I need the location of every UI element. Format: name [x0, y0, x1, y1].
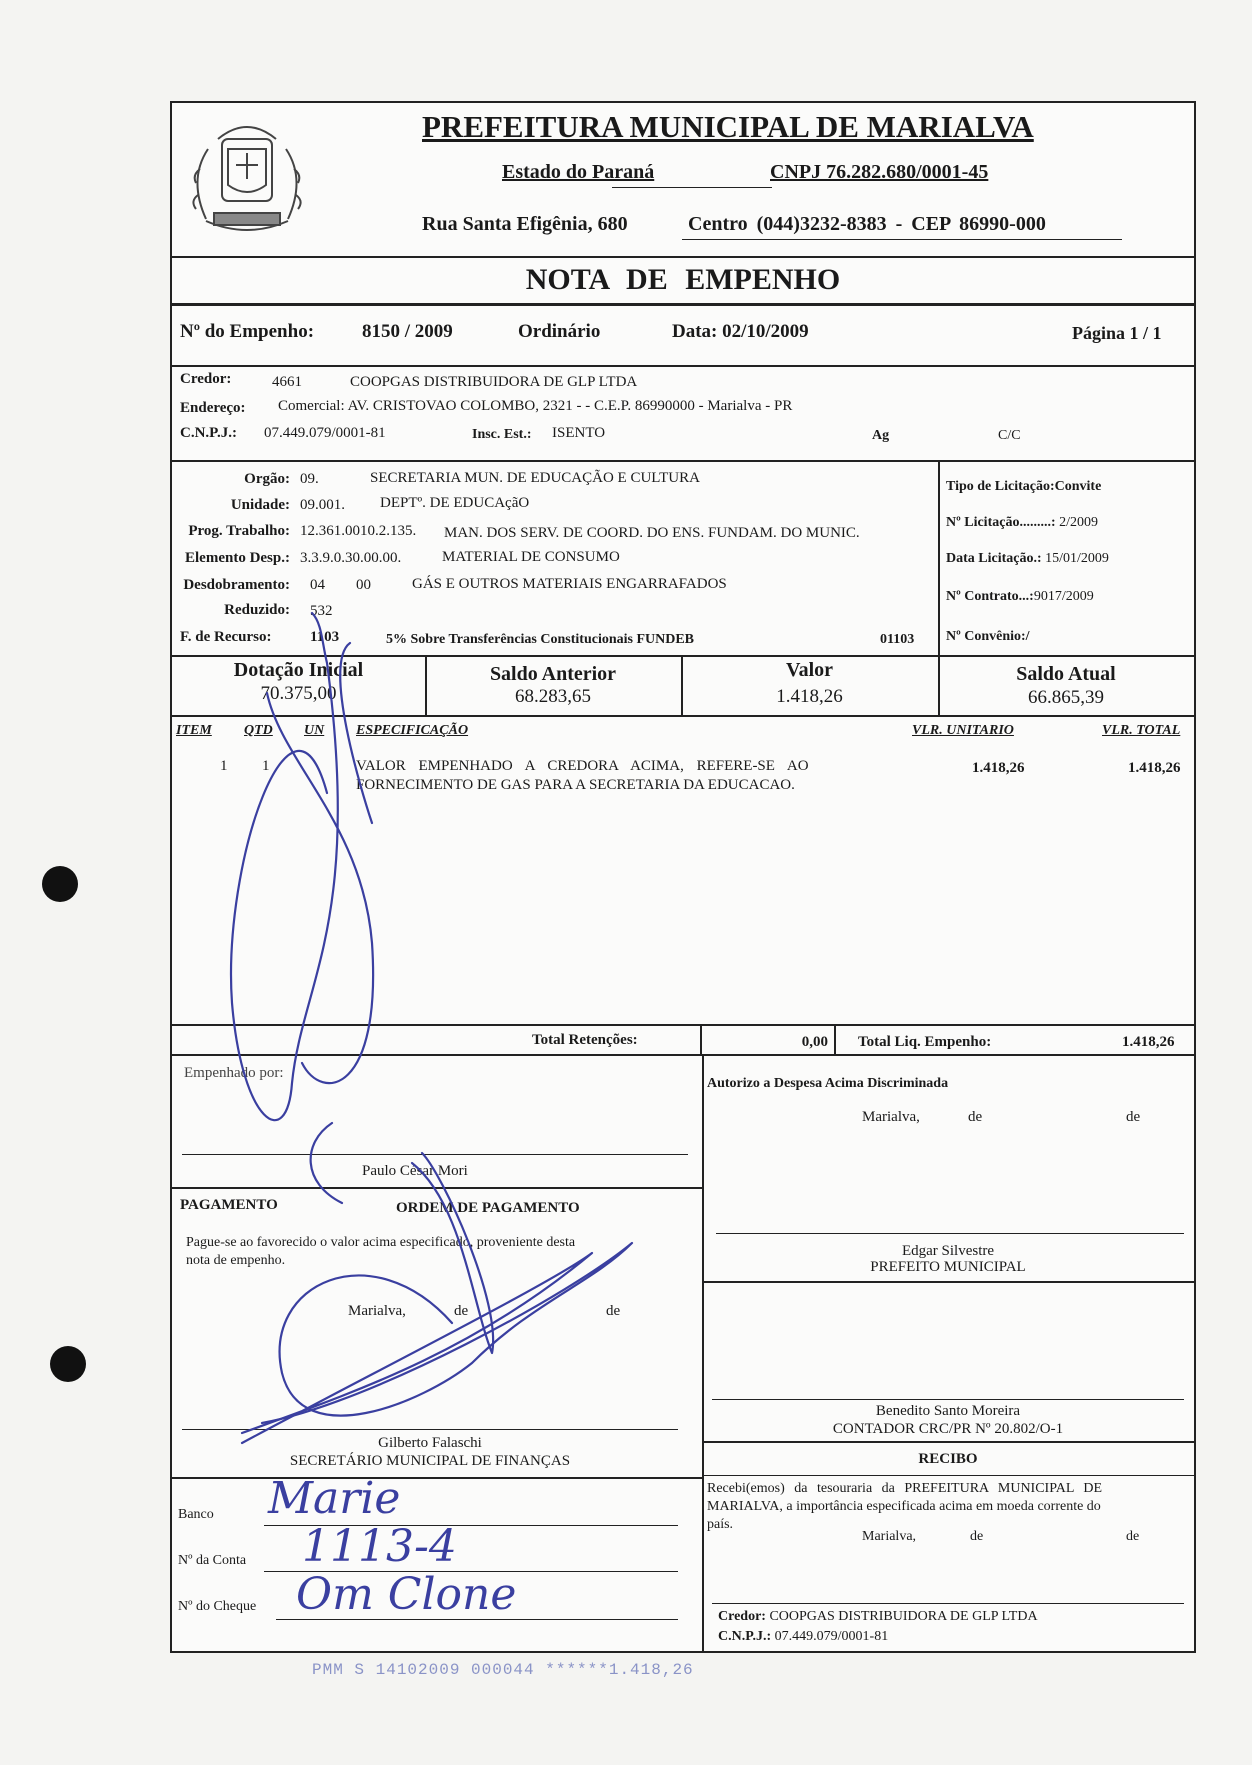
col-vlr-total: VLR. TOTAL	[1102, 723, 1181, 738]
conta-handwritten: 1113-4	[302, 1521, 457, 1572]
secretario-name: Gilberto Falaschi	[378, 1435, 482, 1451]
item-total-value: 1.418,26	[1128, 760, 1181, 776]
contador-title: CONTADOR CRC/PR Nº 20.802/O-1	[832, 1421, 1064, 1437]
conta-label: Nº da Conta	[178, 1553, 247, 1568]
page-number: Página 1 / 1	[1072, 323, 1162, 343]
valor-value: 1.418,26	[776, 686, 843, 707]
ag-label: Ag	[872, 428, 890, 443]
numero-convenio: Nº Convênio:/	[946, 629, 1030, 644]
saldo-anterior-value: 68.283,65	[515, 686, 591, 707]
unidade-name: DEPTº. DE EDUCAçãO	[380, 495, 530, 511]
pagamento-label: PAGAMENTO	[180, 1197, 278, 1213]
empenho-label: Nº do Empenho:	[180, 321, 315, 342]
col-un: UN	[304, 723, 325, 738]
cnpj-field-label: C.N.P.J.:	[180, 425, 237, 441]
secretario-title: SECRETÁRIO MUNICIPAL DE FINANÇAS	[289, 1453, 571, 1469]
district-phone-cep: Centro (044)3232-8383 - CEP 86990-000	[688, 213, 1046, 235]
orgao-name: SECRETARIA MUN. DE EDUCAÇÃO E CULTURA	[370, 470, 700, 486]
programa-name: MAN. DOS SERV. DE COORD. DO ENS. FUNDAM. DO MUNIC.	[444, 525, 860, 541]
saldo-atual-value: 66.865,39	[1028, 687, 1104, 708]
desdobramento-name: GÁS E OUTROS MATERIAIS ENGARRAFADOS	[412, 576, 727, 592]
credor-cnpj: 07.449.079/0001-81	[264, 425, 386, 441]
prefeito-title: PREFEITO MUNICIPAL	[870, 1259, 1026, 1275]
tipo-licitacao: Tipo de Licitação:Convite	[946, 479, 1102, 494]
recibo-label: RECIBO	[918, 1451, 978, 1467]
credor-label: Credor:	[180, 371, 232, 387]
page-title: PREFEITURA MUNICIPAL DE MARIALVA	[422, 109, 1034, 144]
item-unit-value: 1.418,26	[972, 760, 1025, 776]
numero-contrato: Nº Contrato...:9017/2009	[946, 589, 1094, 604]
autorizo-label: Autorizo a Despesa Acima Discriminada	[707, 1076, 949, 1091]
cc-label: C/C	[998, 428, 1021, 443]
empenho-date: Data: 02/10/2009	[672, 321, 809, 342]
retencoes-value: 0,00	[801, 1034, 828, 1050]
credor-address: Comercial: AV. CRISTOVAO COLOMBO, 2321 - - C.E.P. 86990000 - Marialva - PR	[278, 398, 793, 414]
col-item: ITEM	[176, 723, 212, 738]
nota-de-empenho: PREFEITURA MUNICIPAL DE MARIALVA Estado do Paraná CNPJ 76.282.680/0001-45 Rua Santa Efigênia, 680 Centro (044)3232-8383 - CEP 86990-000 NOTA DE EMPENHO Nº do Empenho: 8150 / 2009 Ordinário Data: 02/10/2009 Página 1 / 1 Credor: 4661 COOPGAS DISTRIBUIDORA DE GLP LTDA Endereço: Comercial: AV. CRISTOVAO COLOMBO, 2321 - - C.E.P. 86990000 - Marialva - PR C.N.P.J.: 07.449.079/0001-81 Insc. Est.: ISENTO Ag C/C Orgão: 09. SECRETARIA MUN. DE EDUCAÇÃO E CULTURA Unidade: 09.001. DEPTº. DE EDUCAçãO Prog. Trabalho: 12.361.0010.2.135. MAN. DOS SERV. DE COORD. DO ENS. FUNDAM. DO MUNIC. Elemento Desp.: 3.3.9.0.30.00.00. MATERIAL DE CONSUMO Desdobramento: 04 00 GÁS E OUTROS MATERIAIS ENGARRAFADOS Reduzido: 532 F. de Recurso: 1103 5% Sobre Transferências Constitucionais FUNDEB 01103 Tipo de Licitação:Convite Nº Licitação.........: 2/2009 Data Licitação.: 15/01/2009 Nº Contrato...:9017/2009 Nº Convênio:/ Dotação Inicial 70.375,00 Saldo Anterior 68.283,65 Valor 1.418,26 Saldo Atual 66.865,39 ITEM QTD UN ESPECIFICAÇÃO VLR. UNITARIO VLR. TOTAL 1 1 VALOR EMPENHADO A CREDORA ACIMA, REFERE-SE AO FORNECIMENTO DE GAS PARA A SECRETARIA DA EDUCACAO. 1.418,26 1.418,26 Total Retenções: 0,00 Total Liq. Empenho: 1.418,26 Empenhado por: Paulo César Mori Autorizo a Despesa Acima Discriminada Marialva, de de Edgar Silvestre PREFEITO MUNICIPAL PAGAMENTO ORDEM DE PAGAMENTO Pague-se ao favorecido o valor acima especificado, proveniente desta nota de empenho. Marialva, de de Gilberto Falaschi SECRETÁRIO MUNICIPAL DE FINANÇAS Benedito Santo Moreira CONTADOR CRC/PR Nº 20.802/O-1 RECIBO Recebi(emos) da tesouraria da PREFEITURA MUNICIPAL DE MARIALVA, a importância especificada acima em moeda corrente do país. Marialva, de de Credor: COOPGAS DISTRIBUIDORA DE GLP LTDA C.N.P.J.: 07.449.079/0001-81 Banco Marie Nº da Conta 1113-4 Nº do Cheque Om Clone	[170, 101, 1196, 1653]
dotacao-value: 70.375,00	[260, 683, 337, 704]
col-qtd: QTD	[244, 723, 273, 738]
cheque-label: Nº do Cheque	[178, 1599, 257, 1614]
prefeito-name: Edgar Silvestre	[901, 1243, 995, 1259]
item-spec-line-2: FORNECIMENTO DE GAS PARA A SECRETARIA DA EDUCACAO.	[356, 777, 795, 793]
elemento-name: MATERIAL DE CONSUMO	[442, 549, 620, 565]
signature-scribble	[172, 103, 1194, 1651]
punch-hole-top	[42, 866, 78, 902]
item-spec-line-1: VALOR EMPENHADO A CREDORA ACIMA, REFERE-SE AO	[356, 758, 809, 774]
credor-code: 4661	[272, 374, 302, 390]
recibo-credor: Credor: COOPGAS DISTRIBUIDORA DE GLP LTDA	[718, 1609, 1038, 1624]
cnpj-label: CNPJ 76.282.680/0001-45	[770, 161, 989, 183]
mechanical-stamp: PMM S 14102009 000044 ******1.418,26	[312, 1661, 694, 1679]
banco-label: Banco	[178, 1507, 214, 1522]
insc-label: Insc. Est.:	[472, 427, 532, 442]
document-title: NOTA DE EMPENHO	[525, 263, 841, 296]
cheque-handwritten: Om Clone	[296, 1569, 517, 1620]
numero-licitacao: Nº Licitação.........: 2/2009	[946, 515, 1098, 530]
credor-name: COOPGAS DISTRIBUIDORA DE GLP LTDA	[350, 374, 638, 390]
contador-name: Benedito Santo Moreira	[875, 1403, 1021, 1419]
liquido-value: 1.418,26	[1122, 1034, 1175, 1050]
recurso-name: 5% Sobre Transferências Constitucionais FUNDEB	[386, 632, 695, 647]
punch-hole-bottom	[50, 1346, 86, 1382]
ordem-pagamento: ORDEM DE PAGAMENTO	[396, 1200, 580, 1216]
banco-handwritten: Marie	[268, 1473, 401, 1524]
recibo-cnpj: C.N.P.J.: 07.449.079/0001-81	[718, 1629, 889, 1644]
endereco-label: Endereço:	[180, 400, 246, 416]
col-especificacao: ESPECIFICAÇÃO	[356, 723, 469, 738]
empenhado-name: Paulo César Mori	[362, 1163, 468, 1179]
insc-value: ISENTO	[552, 425, 606, 441]
street-address: Rua Santa Efigênia, 680	[422, 213, 628, 235]
empenho-number: 8150 / 2009	[362, 321, 453, 342]
state-label: Estado do Paraná	[502, 161, 655, 183]
col-vlr-unitario: VLR. UNITARIO	[912, 723, 1014, 738]
empenho-type: Ordinário	[518, 321, 601, 342]
empenhado-label: Empenhado por:	[184, 1065, 284, 1081]
data-licitacao: Data Licitação.: 15/01/2009	[946, 551, 1109, 566]
